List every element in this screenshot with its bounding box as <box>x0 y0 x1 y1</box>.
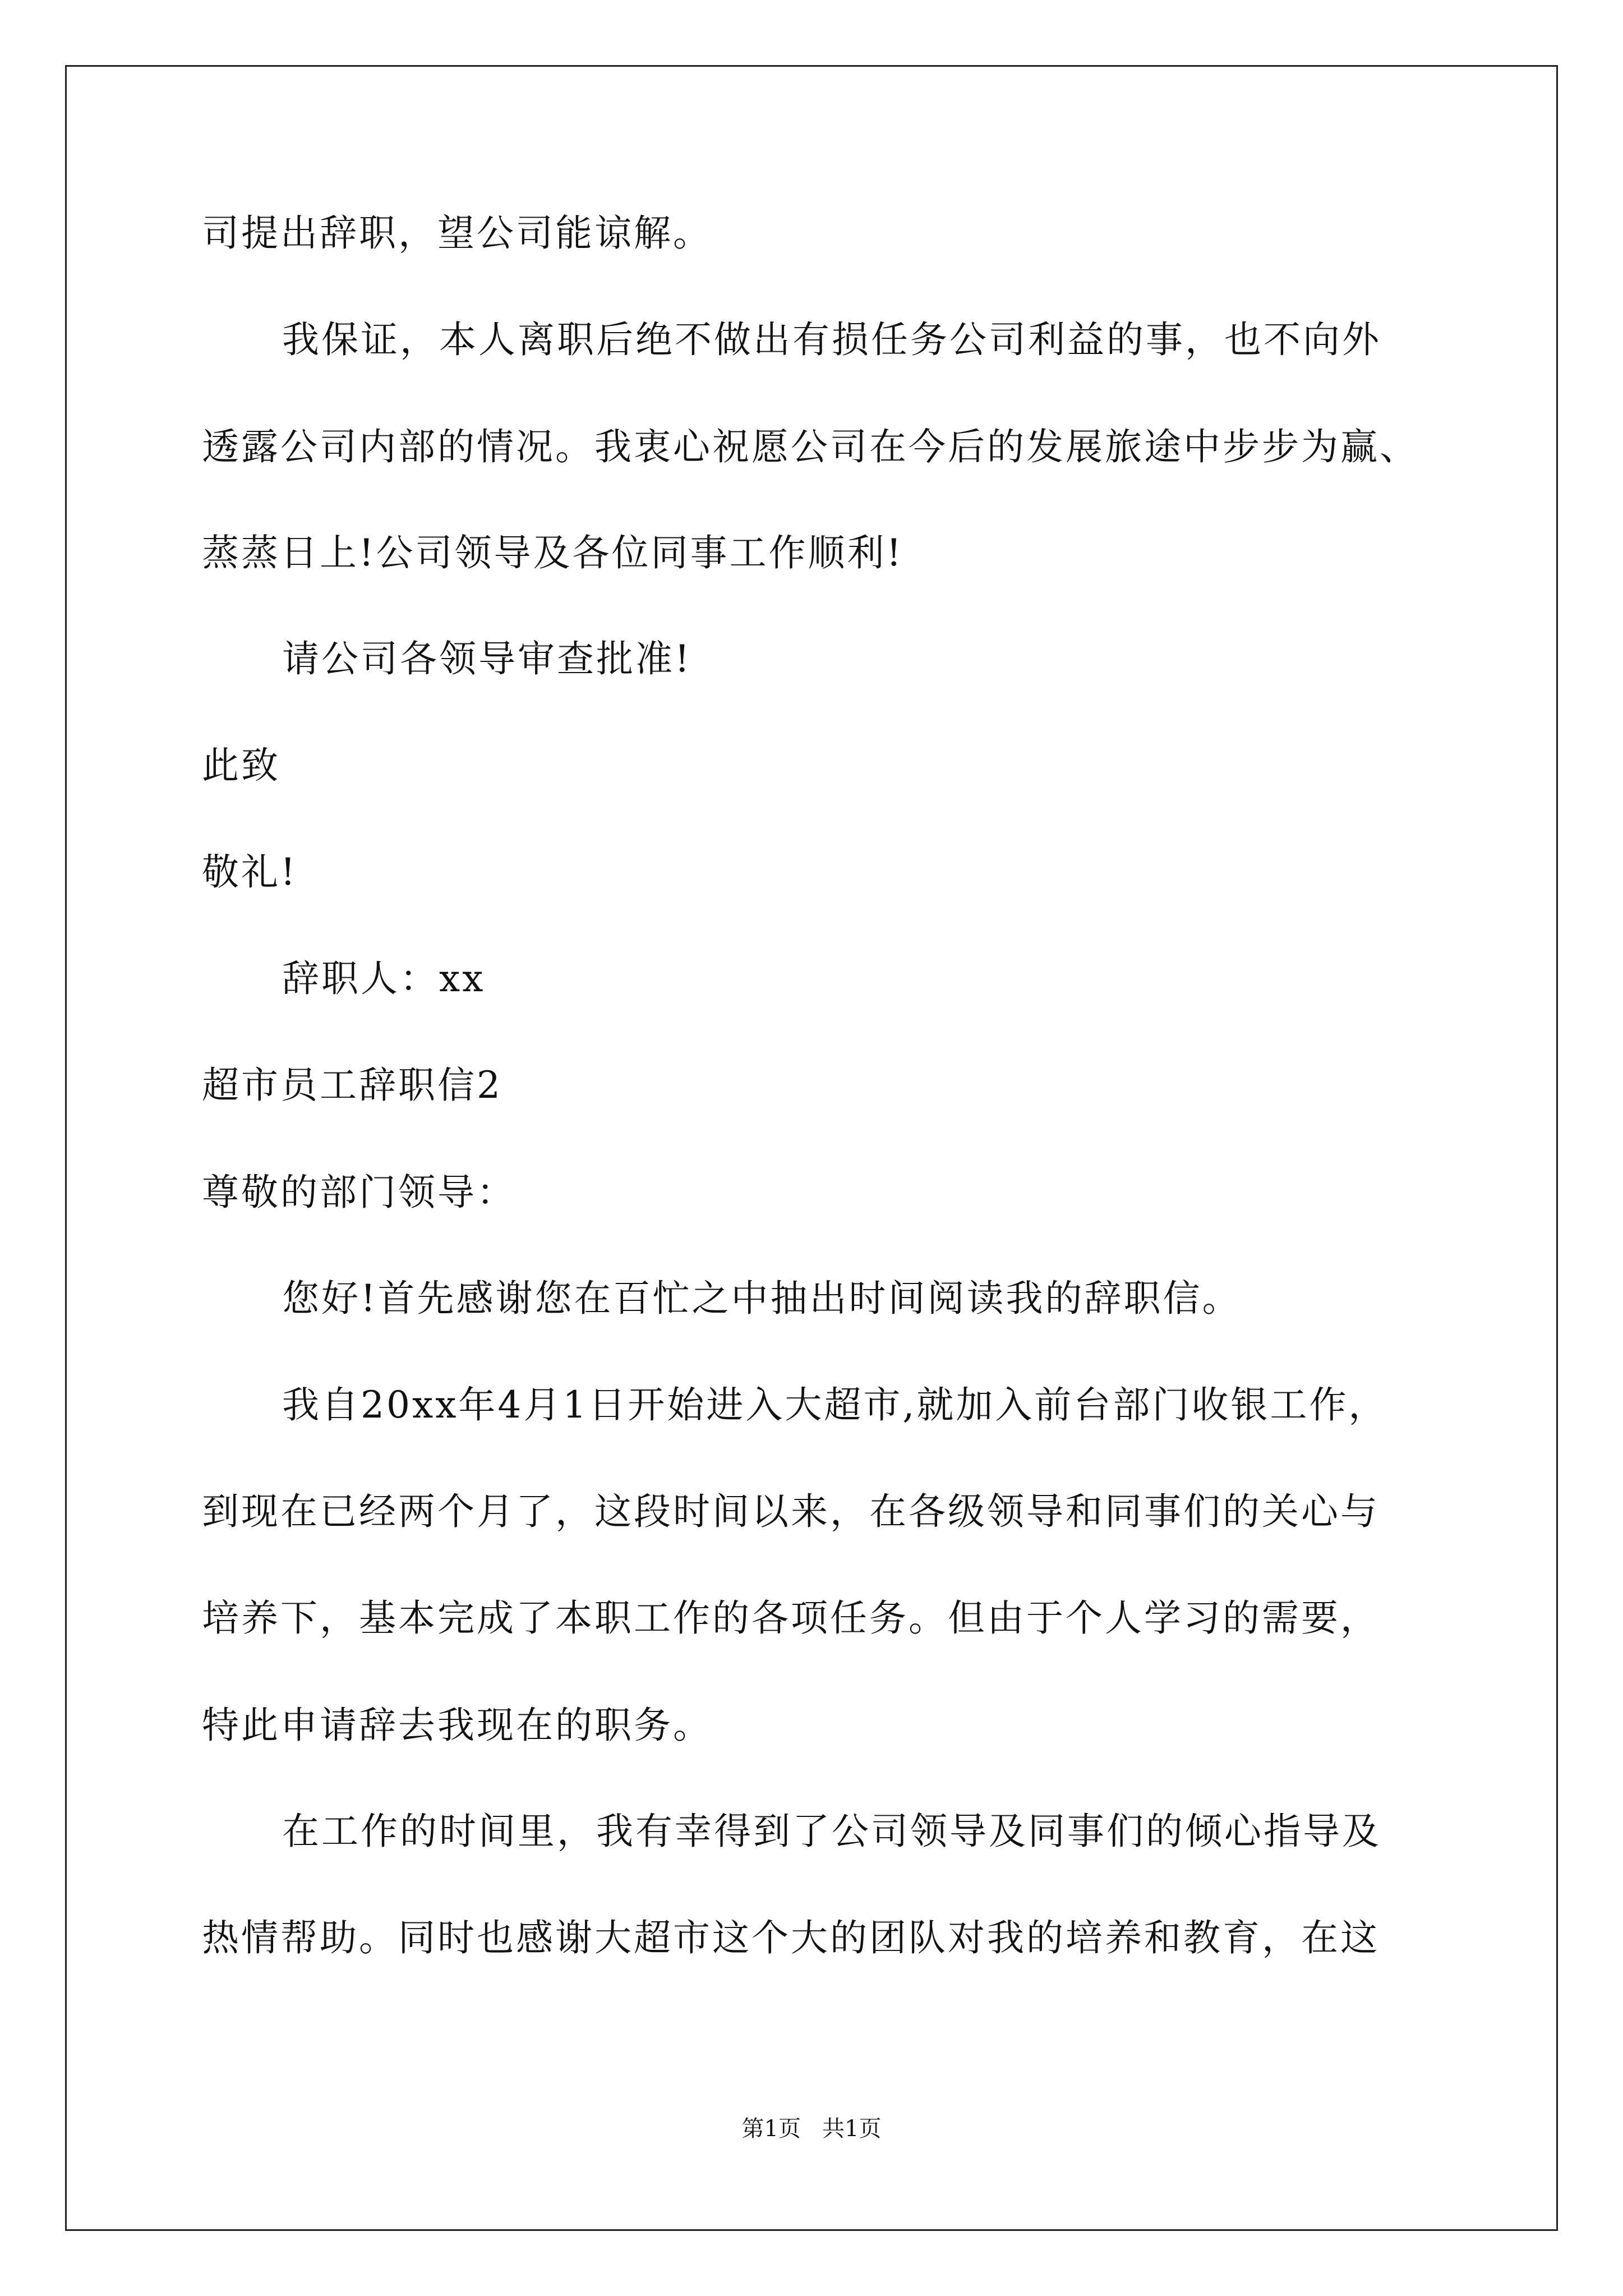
paragraph-line: 我保证，本人离职后绝不做出有损任务公司利益的事，也不向外 <box>282 318 1381 361</box>
page-number: 第1页 <box>741 2116 801 2142</box>
paragraph-line: 透露公司内部的情况。我衷心祝愿公司在今后的发展旅途中步步为赢、 <box>202 425 1419 468</box>
paragraph-line: 到现在已经两个月了，这段时间以来，在各级领导和同事们的关心与 <box>202 1490 1380 1533</box>
paragraph-line: 在工作的时间里，我有幸得到了公司领导及同事们的倾心指导及 <box>282 1810 1381 1853</box>
page-footer <box>0 2115 1623 2143</box>
paragraph-line: 请公司各领导审查批准! <box>282 637 692 680</box>
paragraph-line: 司提出辞职，望公司能谅解。 <box>202 211 712 255</box>
page-frame <box>65 65 1558 2231</box>
page-total: 共1页 <box>822 2116 882 2142</box>
paragraph-line: 蒸蒸日上!公司领导及各位同事工作顺利! <box>202 531 904 574</box>
paragraph-line: 培养下，基本完成了本职工作的各项任务。但由于个人学习的需要， <box>202 1596 1380 1640</box>
closing-salutation: 此致 <box>202 744 280 787</box>
section-title: 超市员工辞职信2 <box>202 1064 502 1107</box>
paragraph-line: 热情帮助。同时也感谢大超市这个大的团队对我的培养和教育，在这 <box>202 1916 1380 1959</box>
signature-line: 辞职人：xx <box>282 957 486 1000</box>
paragraph-line: 我自20xx年4月1日开始进入大超市,就加入前台部门收银工作， <box>282 1383 1388 1427</box>
paragraph-line: 特此申请辞去我现在的职务。 <box>202 1704 712 1747</box>
paragraph-line: 您好!首先感谢您在百忙之中抽出时间阅读我的辞职信。 <box>282 1277 1242 1320</box>
greeting-line: 尊敬的部门领导： <box>202 1171 516 1214</box>
closing-regards: 敬礼! <box>202 850 298 894</box>
